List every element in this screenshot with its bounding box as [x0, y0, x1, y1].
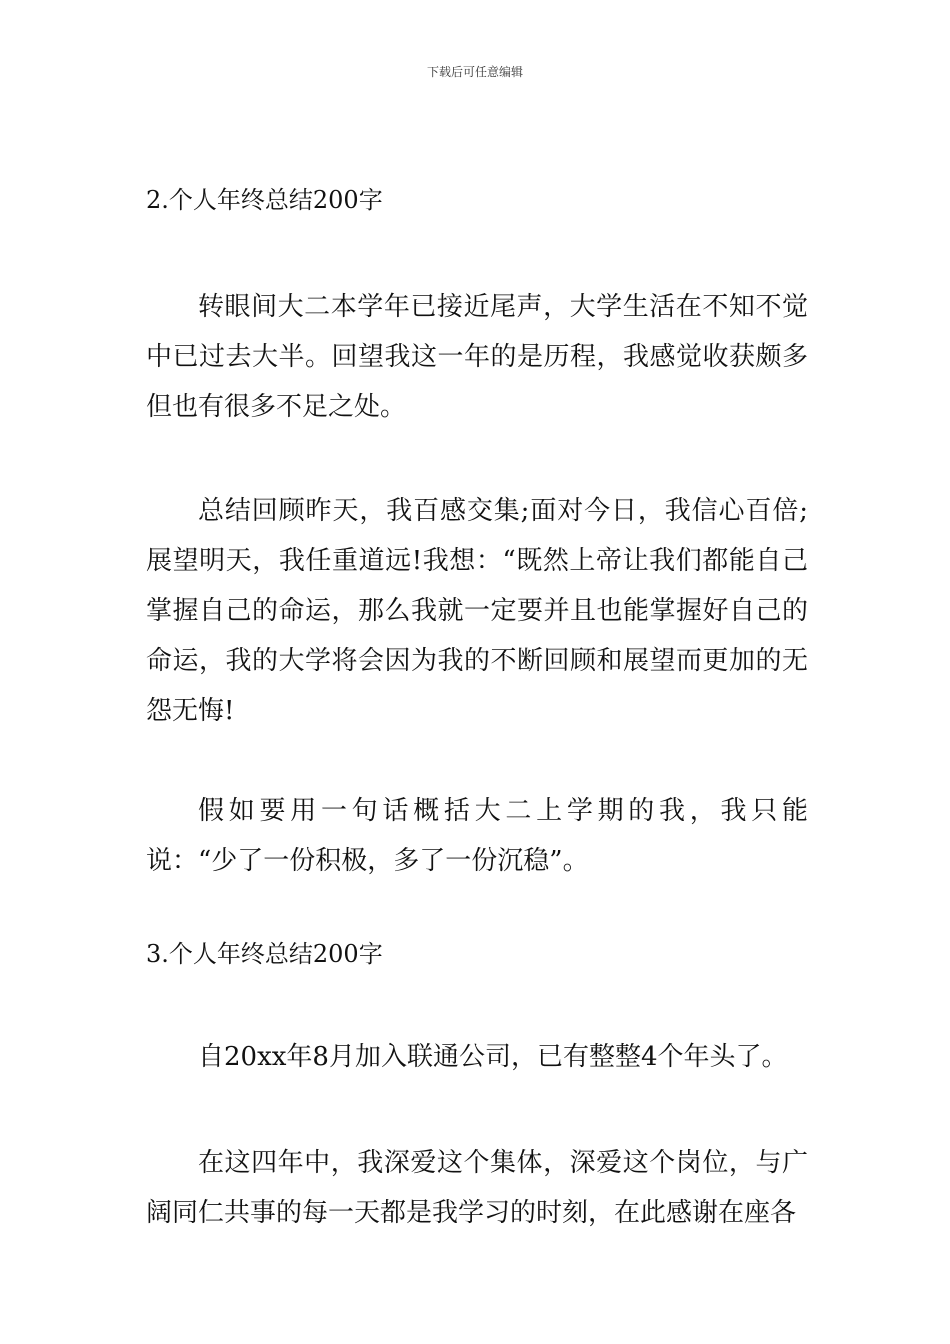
paragraph: 转眼间大二本学年已接近尾声，大学生活在不知不觉中已过去大半。回望我这一年的是历程，我感觉收获颇多但也有很多不足之处。	[146, 292, 808, 422]
paragraph: 在这四年中，我深爱这个集体，深爱这个岗位，与广阔同仁共事的每一天都是我学习的时刻，在此感谢在座各	[146, 1148, 808, 1228]
section-heading-2: 2.个人年终总结200字	[146, 186, 383, 214]
section-heading-3: 3.个人年终总结200字	[146, 940, 383, 968]
page-header: 下载后可任意编辑	[426, 65, 523, 79]
paragraph: 自20xx年8月加入联通公司，已有整整4个年头了。	[198, 1042, 788, 1072]
paragraph: 总结回顾昨天，我百感交集;面对今日，我信心百倍;展望明天，我任重道远!我想：“既然上帝让我们都能自己掌握自己的命运，那么我就一定要并且也能掌握好自己的命运，我的大学将会因为我的不断回顾和展望而更加的无怨无悔!	[146, 496, 808, 726]
document-body	[146, 178, 808, 1238]
paragraph: 假如要用一句话概括大二上学期的我，我只能说：“少了一份积极，多了一份沉稳”。	[146, 796, 808, 876]
